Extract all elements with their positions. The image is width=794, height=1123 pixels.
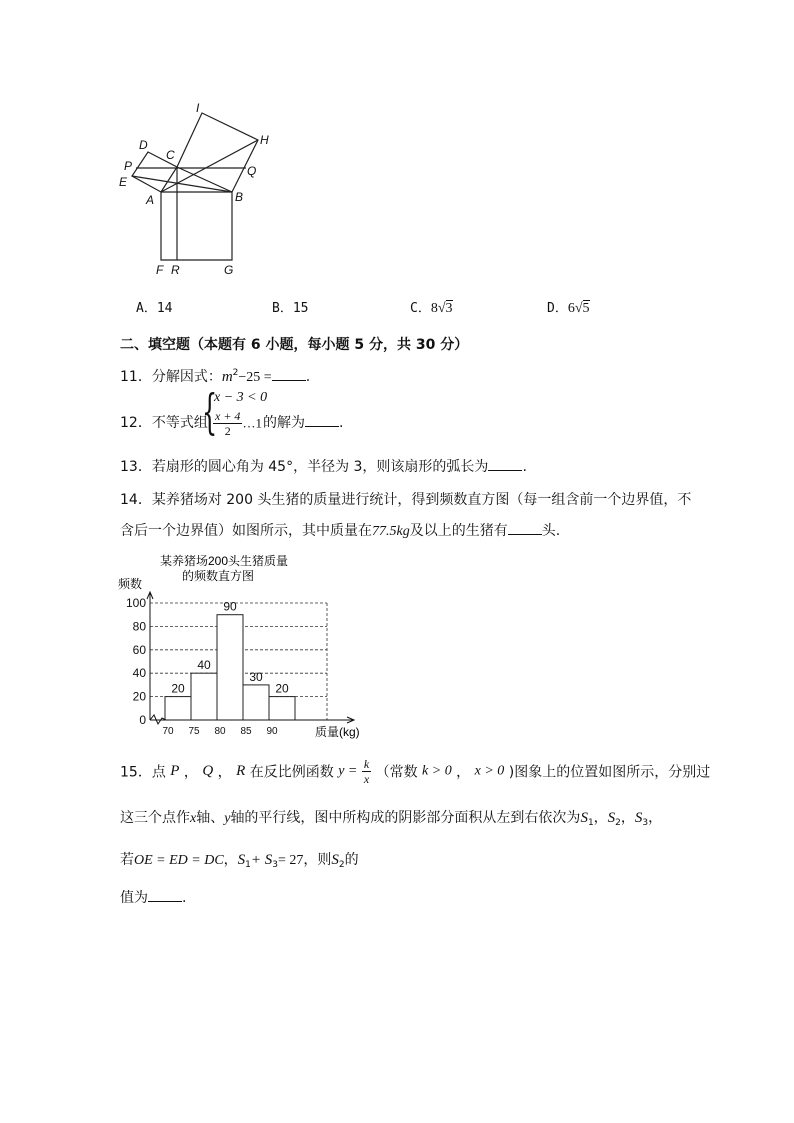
x-tick-label: 70: [162, 726, 174, 737]
option-b[interactable]: B．15: [272, 301, 309, 316]
label-d: D: [139, 138, 148, 152]
y-tick-label: 80: [132, 619, 146, 634]
y-axis-label: 频数: [118, 577, 143, 591]
y-tick-label: 40: [132, 666, 146, 681]
section-heading: 二、填空题（本题有 6 小题，每小题 5 分，共 30 分）: [120, 337, 469, 353]
question-14-line-2: 含后一个边界值）如图所示，其中质量在77.5kg及以上的生猪有 头.: [120, 523, 561, 539]
geometry-figure: [110, 96, 290, 280]
bar: [269, 697, 295, 720]
square-abgf: [161, 192, 232, 260]
x-tick-label: 85: [240, 726, 252, 737]
label-b: B: [235, 190, 244, 204]
bar: [165, 697, 191, 720]
bar-value-label: 20: [171, 681, 185, 696]
label-r: R: [171, 263, 180, 277]
option-c[interactable]: C．8√3: [410, 301, 453, 316]
label-e: E: [119, 175, 128, 189]
square-cbhi: [177, 113, 258, 192]
bar: [243, 685, 269, 720]
answer-blank-11[interactable]: [272, 368, 306, 381]
label-a: A: [146, 193, 155, 207]
question-15-line-1: 15．点 P ， Q ， R 在反比例函数 y = $\frac{k}{x}$ （常数 k > 0 ， x > 0 )图象上的位置如图所示，分别过: [120, 757, 711, 786]
answer-blank-12[interactable]: [305, 414, 339, 427]
bar: [191, 673, 217, 720]
question-14-line-1: 14．某养猪场对 200 头生猪的质量进行统计，得到频数直方图（每一组含前一个边界值，不: [120, 492, 692, 508]
answer-blank-15[interactable]: [148, 889, 182, 902]
histogram-chart: [115, 550, 365, 740]
x-tick-label: 80: [214, 726, 226, 737]
chart-title-line-1: 某养猪场200头生猪质量: [160, 554, 289, 568]
question-15-line-4: 值为 .: [120, 890, 187, 906]
label-h: H: [260, 133, 269, 147]
brace: {: [202, 384, 218, 440]
bar: [217, 615, 243, 720]
option-a[interactable]: A．14: [136, 301, 173, 316]
option-d[interactable]: D．6√5: [547, 301, 590, 316]
answer-blank-13[interactable]: [488, 458, 522, 471]
bar-value-label: 90: [223, 599, 237, 614]
bar-value-label: 20: [275, 681, 289, 696]
question-15-line-3: 若OE = ED = DC，$S_1+ S_3= 27$，则$S_2$的: [120, 852, 359, 870]
bar-value-label: 30: [249, 669, 263, 684]
x-tick-label: 75: [188, 726, 200, 737]
y-tick-label: 60: [132, 642, 146, 657]
x-axis-label: 质量(kg): [315, 725, 360, 739]
y-tick-label: 20: [132, 689, 146, 704]
chart-title-line-2: 的频数直方图: [182, 569, 255, 583]
question-15-line-2: 这三个点作x轴、y轴的平行线，图中所构成的阴影部分面积从左到右依次为$S_1$，$S_2$，$S_3$，: [120, 810, 663, 828]
question-13: 13．若扇形的圆心角为 45°，半径为 3，则该扇形的弧长为 .: [120, 459, 527, 475]
label-g: G: [224, 263, 234, 277]
label-p: P: [124, 159, 133, 173]
bar-value-label: 40: [197, 658, 211, 673]
label-c: C: [166, 148, 175, 162]
label-q: Q: [247, 164, 257, 178]
y-tick-label: 0: [139, 713, 146, 727]
label-i: I: [196, 101, 200, 115]
y-tick-label: 100: [125, 596, 146, 610]
answer-blank-14[interactable]: [508, 522, 542, 535]
x-tick-label: 90: [266, 726, 278, 737]
label-f: F: [156, 263, 164, 277]
question-11: 11．分解因式：$m^2-25$ = .: [120, 368, 311, 385]
